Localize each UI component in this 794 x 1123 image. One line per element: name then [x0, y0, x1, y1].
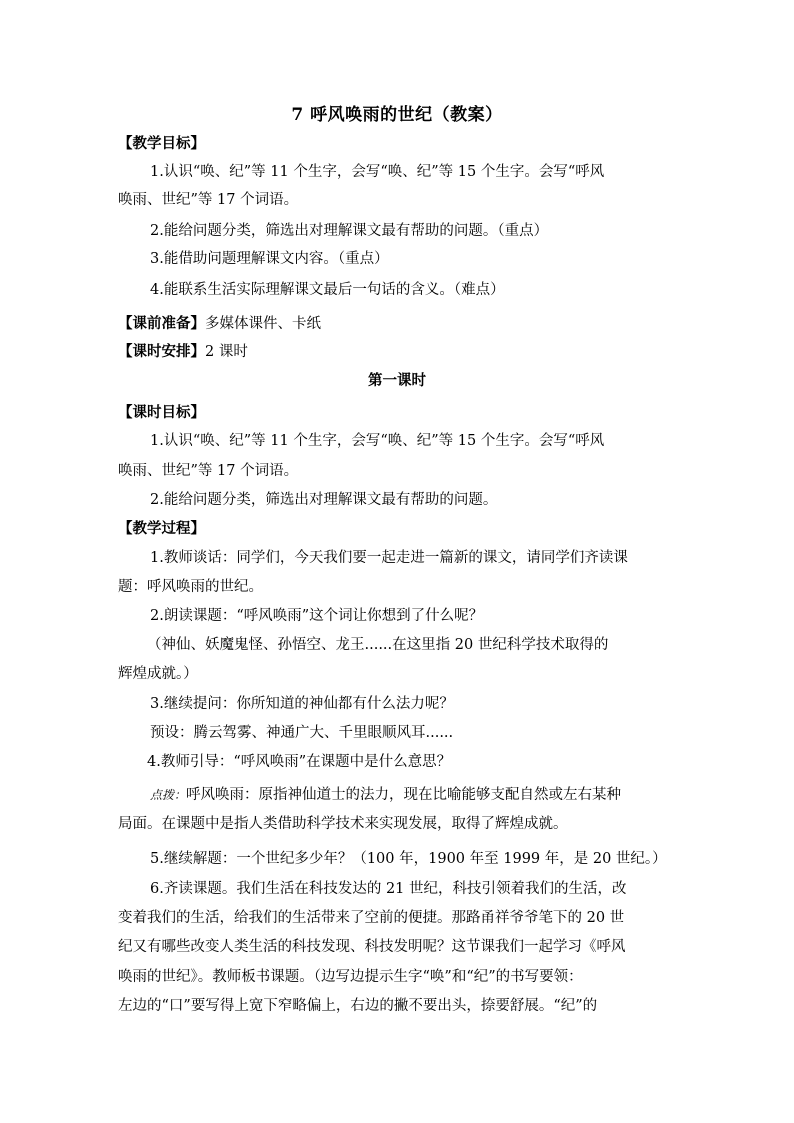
heading-teaching-goals: 【教学目标】 [118, 135, 205, 152]
heading-teaching-process: 【教学过程】 [118, 520, 205, 537]
process-6-line-5: 左边的“口”要写得上宽下窄略偏上，右边的撇不要出头，捺要舒展。“纪”的 [118, 998, 598, 1014]
heading-lesson-goals: 【课时目标】 [118, 404, 205, 421]
time-label: 【课时安排】 [118, 343, 205, 360]
process-4: 4.教师引导：“呼风唤雨”在课题中是什么意思？ [147, 754, 452, 770]
process-2-answer-line-1: （神仙、妖魔鬼怪、孙悟空、龙王......在这里指 20 世纪科学技术取得的 [147, 637, 609, 653]
process-6-line-4: 唤雨的世纪》。教师板书课题。（边写边提示生字“唤”和“纪”的书写要领： [118, 969, 583, 985]
process-3: 3.继续提问：你所知道的神仙都有什么法力呢？ [150, 696, 454, 712]
prep-line [118, 314, 688, 334]
lesson-goal-1-line-2: 唤雨、世纪”等 17 个词语。 [118, 463, 299, 479]
note-label: 点拨： [150, 788, 187, 802]
goal-4: 4.能联系生活实际理解课文最后一句话的含义。（难点） [150, 282, 505, 298]
process-6-line-1: 6.齐读课题。我们生活在科技发达的 21 世纪，科技引领着我们的生活，改 [150, 881, 627, 897]
note-text: 呼风唤雨：原指神仙道士的法力，现在比喻能够支配自然或左右某种 [186, 787, 622, 803]
process-5: 5.继续解题：一个世纪多少年？（100 年，1900 年至 1999 年，是 20 世纪。） [150, 851, 667, 867]
process-4-note-line-2: 局面。在课题中是指人类借助科学技术来实现发展，取得了辉煌成就。 [118, 816, 568, 832]
lesson-goal-2: 2.能给问题分类，筛选出对理解课文最有帮助的问题。 [150, 492, 498, 508]
goal-1-line-2: 唤雨、世纪”等 17 个词语。 [118, 192, 299, 208]
process-2: 2.朗读课题：“呼风唤雨”这个词让你想到了什么呢？ [150, 608, 484, 624]
process-6-line-3: 纪又有哪些改变人类生活的科技发现、科技发明呢？这节课我们一起学习《呼风 [118, 939, 626, 955]
time-text: 2 课时 [205, 344, 248, 360]
goal-2: 2.能给问题分类，筛选出对理解课文最有帮助的问题。（重点） [150, 223, 549, 239]
goal-1-line-1: 1.认识“唤、纪”等 11 个生字，会写“唤、纪”等 15 个生字。会写“呼风 [150, 164, 605, 180]
goal-3: 3.能借助问题理解课文内容。（重点） [150, 251, 389, 267]
process-6-line-2: 变着我们的生活，给我们的生活带来了空前的便捷。那路甬祥爷爷笔下的 20 世 [118, 910, 625, 926]
time-line [118, 342, 688, 362]
lesson-one-heading: 第一课时 [368, 372, 426, 389]
process-4-note-line-1 [150, 785, 720, 805]
process-2-answer-line-2: 辉煌成就。） [118, 666, 198, 682]
process-1-line-2: 题：呼风唤雨的世纪。 [118, 579, 263, 595]
prep-label: 【课前准备】 [118, 315, 205, 332]
prep-text: 多媒体课件、卡纸 [205, 316, 321, 332]
process-3-preset: 预设：腾云驾雾、神通广大、千里眼顺风耳...... [150, 725, 454, 741]
process-1-line-1: 1.教师谈话：同学们，今天我们要一起走进一篇新的课文，请同学们齐读课 [150, 550, 628, 566]
document-title: 7 呼风唤雨的世纪（教案） [291, 105, 503, 125]
lesson-goal-1-line-1: 1.认识“唤、纪”等 11 个生字，会写“唤、纪”等 15 个生字。会写“呼风 [150, 433, 605, 449]
